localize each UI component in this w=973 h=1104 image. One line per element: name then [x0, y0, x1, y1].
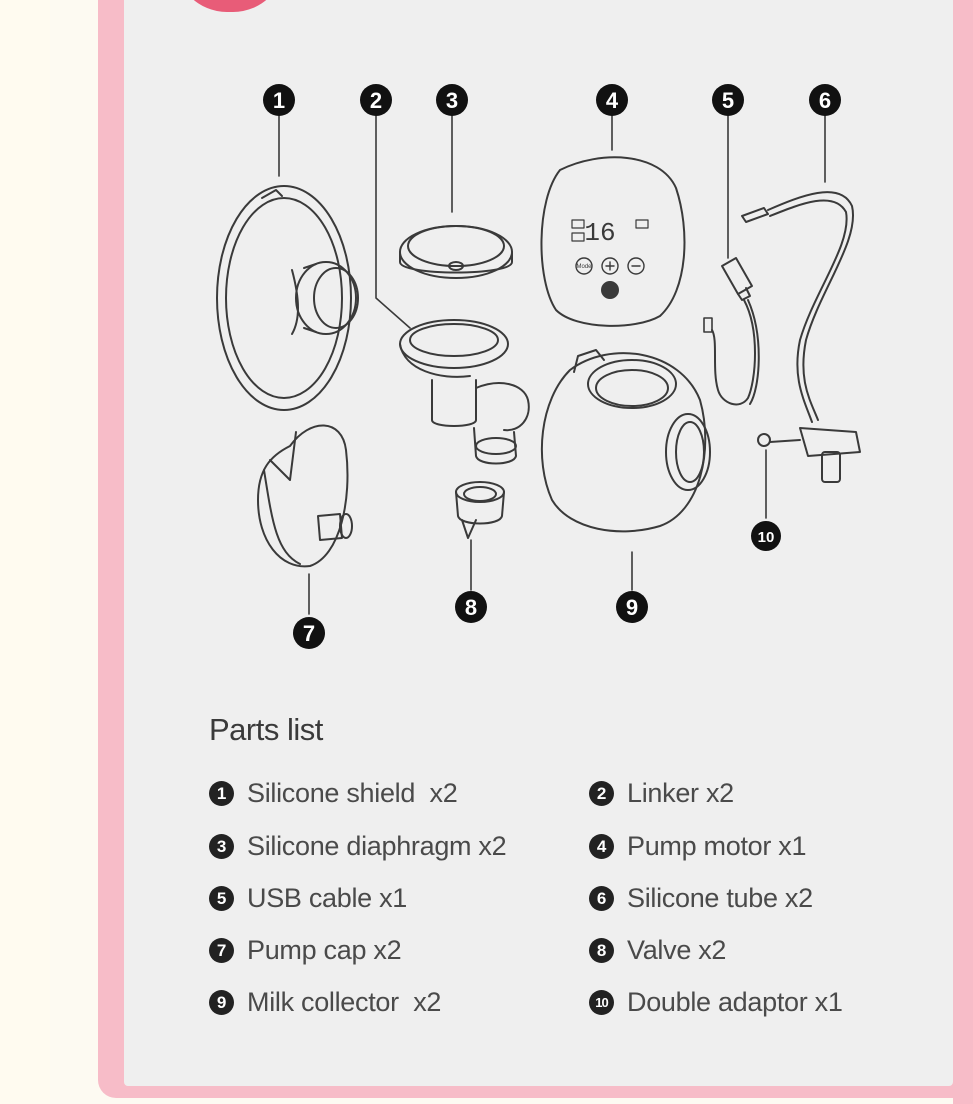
part-label: Silicone tube x2: [627, 883, 813, 913]
part-label: Pump cap x2: [247, 935, 402, 965]
callout-7: [293, 617, 325, 649]
list-item: [589, 883, 813, 914]
number-badge: 3: [209, 834, 234, 859]
valve-drawing: [456, 482, 504, 538]
display-readout: 16: [584, 218, 616, 248]
svg-text:5: 5: [721, 88, 735, 113]
callout-6: [809, 84, 841, 116]
part-label: Milk collector x2: [247, 987, 442, 1017]
svg-text:4: 4: [605, 88, 619, 113]
number-badge: 6: [589, 886, 614, 911]
number-badge: 9: [209, 990, 234, 1015]
callout-5: [712, 84, 744, 116]
part-label: Silicone shield x2: [247, 778, 458, 808]
callout-2: [360, 84, 392, 116]
svg-text:9: 9: [625, 595, 639, 620]
svg-text:8: 8: [464, 595, 478, 620]
callout-3: [436, 84, 468, 116]
part-label: Double adaptor x1: [627, 987, 843, 1017]
pump-cap-drawing: [258, 425, 352, 566]
callout-8: [455, 591, 487, 623]
number-badge: 5: [209, 886, 234, 911]
list-item: [209, 778, 457, 809]
list-item: [589, 778, 734, 809]
number-badge: 8: [589, 938, 614, 963]
number-badge: 4: [589, 834, 614, 859]
callout-10: [751, 521, 781, 551]
list-item: [589, 987, 843, 1018]
svg-text:3: 3: [445, 88, 459, 113]
svg-text:7: 7: [302, 621, 316, 646]
number-badge: 7: [209, 938, 234, 963]
silicone-shield-drawing: [217, 186, 358, 410]
linker-drawing: [400, 320, 529, 464]
exploded-parts-diagram: [124, 0, 953, 680]
pink-frame-right-edge: [953, 0, 973, 1104]
part-label: Valve x2: [627, 935, 727, 965]
list-item: [209, 831, 506, 862]
number-badge: 10: [589, 990, 614, 1015]
number-badge: 1: [209, 781, 234, 806]
silicone-diaphragm-drawing: [400, 226, 512, 278]
part-label: Silicone diaphragm x2: [247, 831, 507, 861]
mode-button-label: Mode: [576, 264, 592, 270]
list-item: [589, 935, 726, 966]
part-label: Linker x2: [627, 778, 734, 808]
svg-text:1: 1: [272, 88, 286, 113]
number-badge: 2: [589, 781, 614, 806]
list-item: [209, 935, 401, 966]
part-label: Pump motor x1: [627, 831, 807, 861]
usb-cable-drawing: [704, 258, 759, 404]
part-label: USB cable x1: [247, 883, 407, 913]
silicone-tube-drawing: [742, 192, 860, 482]
callout-1: [263, 84, 295, 116]
svg-text:6: 6: [818, 88, 832, 113]
svg-text:2: 2: [369, 88, 383, 113]
milk-collector-drawing: [542, 350, 710, 531]
svg-text:10: 10: [757, 529, 775, 546]
page-background-strip: [0, 0, 50, 1104]
callout-9: [616, 591, 648, 623]
list-item: [209, 987, 441, 1018]
list-item: [209, 883, 407, 914]
leader-lines: [279, 116, 825, 614]
callout-4: [596, 84, 628, 116]
list-item: [589, 831, 806, 862]
parts-list-title: Parts list: [209, 712, 323, 747]
